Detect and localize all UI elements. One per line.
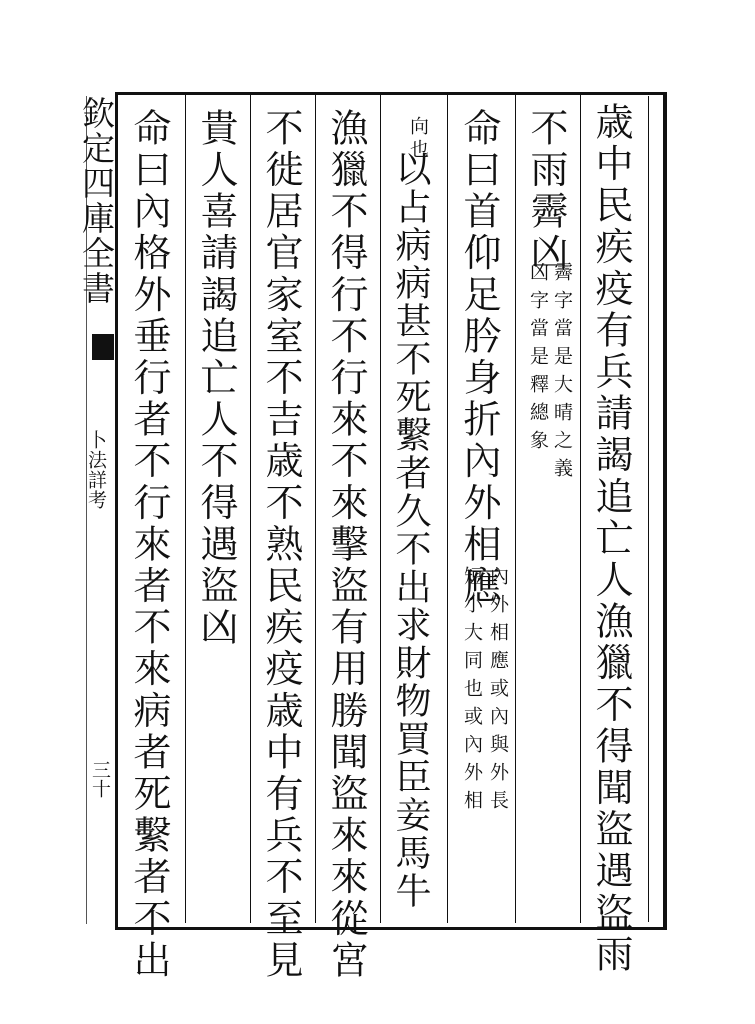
column-rule [315,95,316,923]
annotation-3a: 內外相應或內與外長 [487,566,509,818]
annotation-3b: 短小大同也或內外相 [461,566,483,818]
book-title: 欽定四庫全書 [77,96,116,306]
page-number: 三十 [89,760,111,798]
annotation-2a: 霽字當是大晴之義 [551,262,573,486]
text-column-2: 不雨霽凶 [524,108,568,275]
text-column-5: 漁獵不得行不行來不來擊盜有用勝聞盜來來從宮 [324,108,368,982]
text-column-6: 不徙居官家室不吉歳不熟民疾疫歳中有兵不至見 [259,108,303,982]
section-title: 卜法詳考 [85,430,107,510]
inner-border-line [648,96,649,922]
fishtail-mark [92,334,114,360]
text-column-4: 以占病病甚不死繫者久不出求財物買臣妾馬牛 [390,150,431,910]
column-rule [380,95,381,923]
column-rule [447,95,448,923]
annotation-4: 向也 [407,116,429,162]
text-column-1: 歳中民疾疫有兵請謁追亡人漁獵不得聞盜遇盜雨 [589,102,633,976]
text-column-3: 命曰首仰足肣身折內外相應 [457,108,501,608]
annotation-2b: 凶字當是釋總象 [527,262,549,458]
column-rule [580,95,581,923]
column-rule [515,95,516,923]
column-rule [250,95,251,923]
text-column-7: 貴人喜請謁追亡人不得遇盜凶 [194,108,238,649]
text-column-8: 命曰內格外垂行者不行來者不來病者死繫者不出 [127,108,171,982]
column-rule [185,95,186,923]
